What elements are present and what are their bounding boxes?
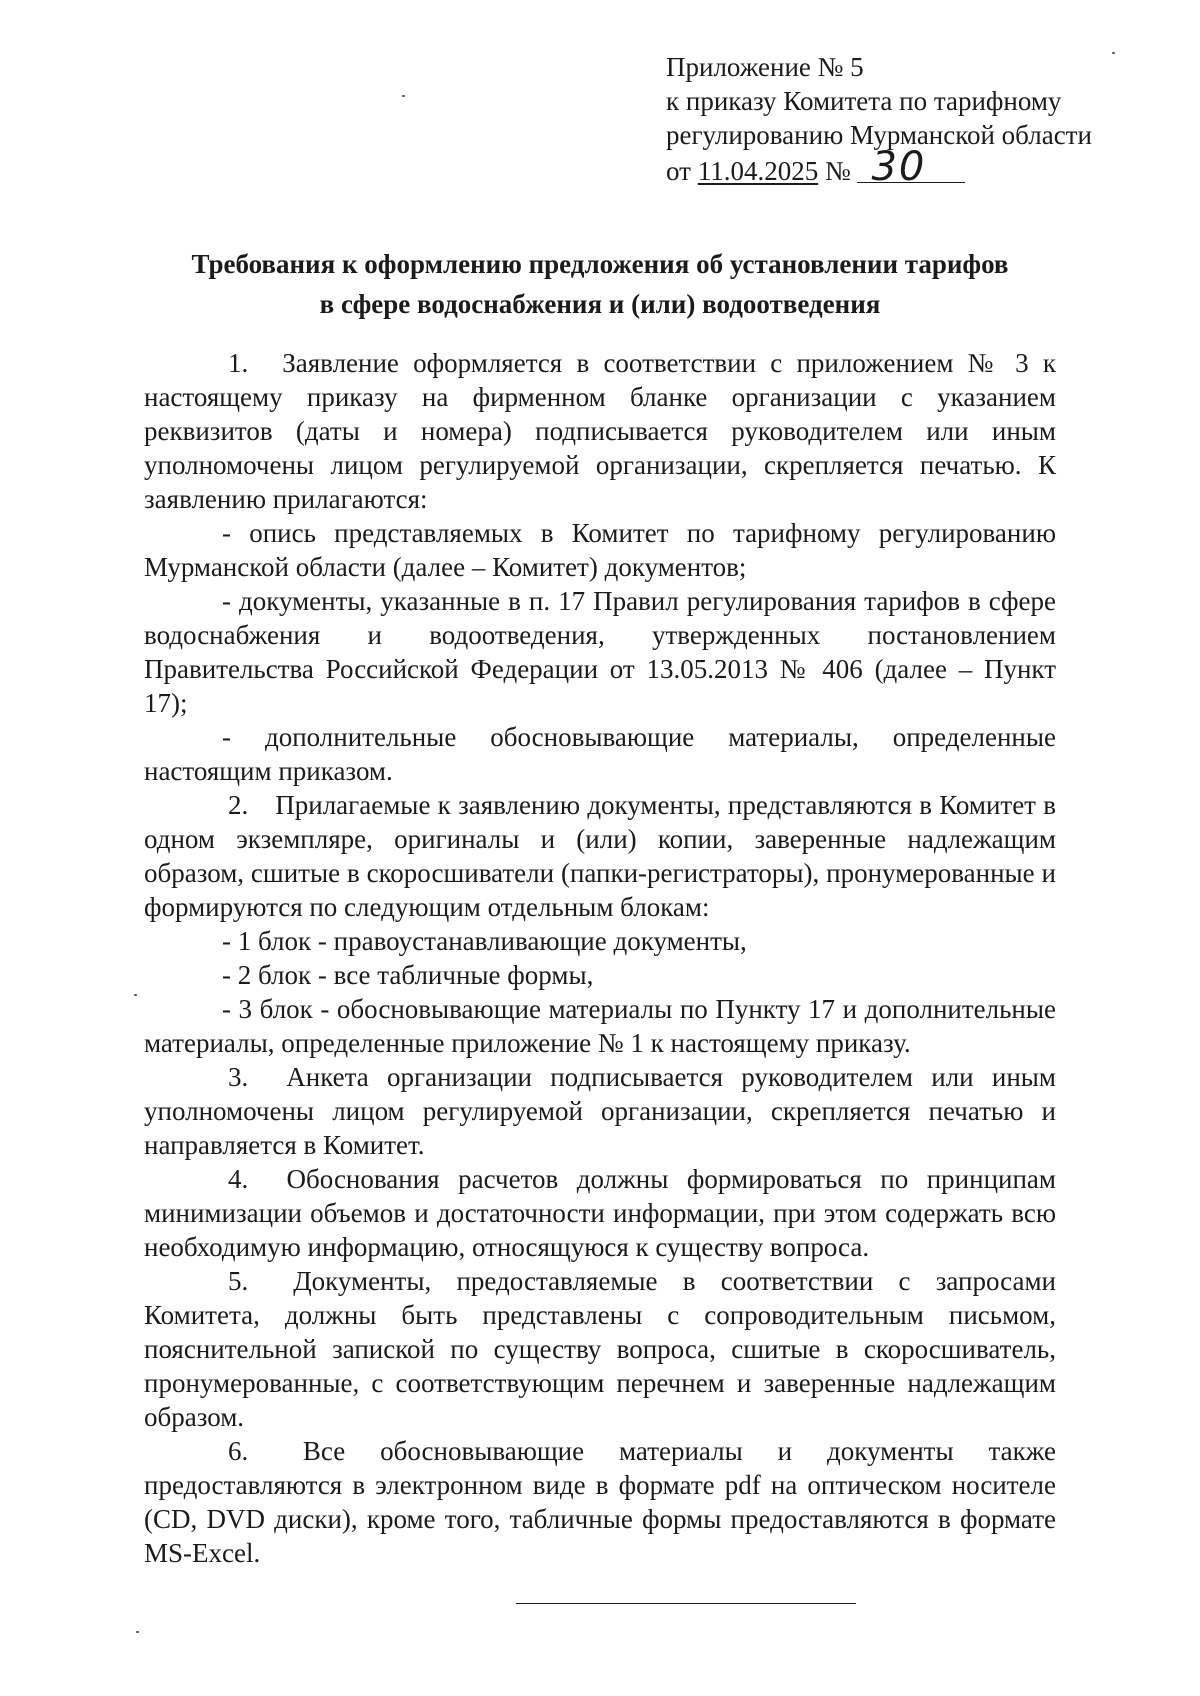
title-line-1: Требования к оформлению предложения об установлении тарифов [191,249,1009,279]
annex-order-ref: к приказу Комитета по тарифному [666,86,1062,116]
paragraph-4 [144,1162,1056,1264]
item-text: Все обосновывающие материалы и документы также предоставляются в электронном виде в формате pdf на оптическом носителе (CD, DVD диски), кроме того, табличные формы предоставляются в формате MS-Excel. [144,1436,1056,1568]
paragraph-3 [144,1060,1056,1162]
paragraph-5 [144,1264,1056,1434]
document-body [144,346,1056,1570]
item-text: Документы, предоставляемые в соответствии с запросами Комитета, должны быть представлены с сопроводительным письмом, пояснительной запиской по существу вопроса, сшитые в скоросшиватель, пронумерованные, с соответствующим перечнем и заверенные надлежащим образом. [144,1266,1057,1432]
item-number: 3. [228,1062,249,1092]
scan-speck [402,95,405,97]
item-number: 1. [228,348,249,378]
scan-speck [1112,52,1115,54]
paragraph-2 [144,788,1056,924]
paragraph-6 [144,1434,1056,1570]
list-item: - документы, указанные в п. 17 Правил регулирования тарифов в сфере водоснабжения и водоотведения, утвержденных постановлением Правительства Российской Федерации от 13.05.2013 № 406 (далее – Пункт 17); [144,586,1056,718]
annex-number: Приложение № 5 [666,52,864,82]
closing-divider [516,1603,856,1604]
item-number: 6. [228,1436,249,1466]
list-item: - опись представляемых в Комитет по тарифному регулированию Мурманской области (далее – Комитет) документов; [144,518,1056,582]
list-item: - дополнительные обосновывающие материалы, определенные настоящим приказом. [144,722,1056,786]
annex-date-line [666,144,1092,190]
list-item: - 3 блок - обосновывающие материалы по Пункту 17 и дополнительные материалы, определенные приложение № 1 к настоящему приказу. [144,994,1056,1058]
date-prefix: от [666,156,691,186]
document-title [140,244,1060,324]
title-line-2: в сфере водоснабжения и (или) водоотведения [319,289,881,319]
order-number-handwritten: 30 [857,152,965,183]
scan-speck [134,994,137,996]
paragraph-1 [144,346,1056,516]
list-item: - 1 блок - правоустанавливающие документы, [222,926,747,956]
annex-header [666,50,1092,188]
item-text: Заявление оформляется в соответствии с приложением № 3 к настоящему приказу на фирменном бланке организации с указанием реквизитов (даты и номера) подписывается руководителем или иным уполномочены лицом регулируемой организации, скрепляется печатью. К заявлению прилагаются: [144,348,1057,514]
item-number: 5. [228,1266,249,1296]
item-text: Прилагаемые к заявлению документы, представляются в Комитет в одном экземпляре, оригиналы и (или) копии, заверенные надлежащим образом, сшитые в скоросшиватели (папки-регистраторы), пронумерованные и формируются по следующим отдельным блокам: [144,790,1056,922]
number-sign: № [824,156,851,186]
scan-speck [136,1631,139,1633]
item-number: 4. [228,1164,249,1194]
item-text: Анкета организации подписывается руководителем или иным уполномочены лицом регулируемой организации, скрепляется печатью и направляется в Комитет. [144,1062,1056,1160]
item-number: 2. [228,790,249,820]
order-date: 11.04.2025 [697,156,819,186]
list-item: - 2 блок - все табличные формы, [222,960,594,990]
annex-committee: регулированию Мурманской области [666,120,1092,150]
item-text: Обоснования расчетов должны формироваться по принципам минимизации объемов и достаточности информации, при этом содержать всю необходимую информацию, относящуюся к существу вопроса. [144,1164,1056,1262]
